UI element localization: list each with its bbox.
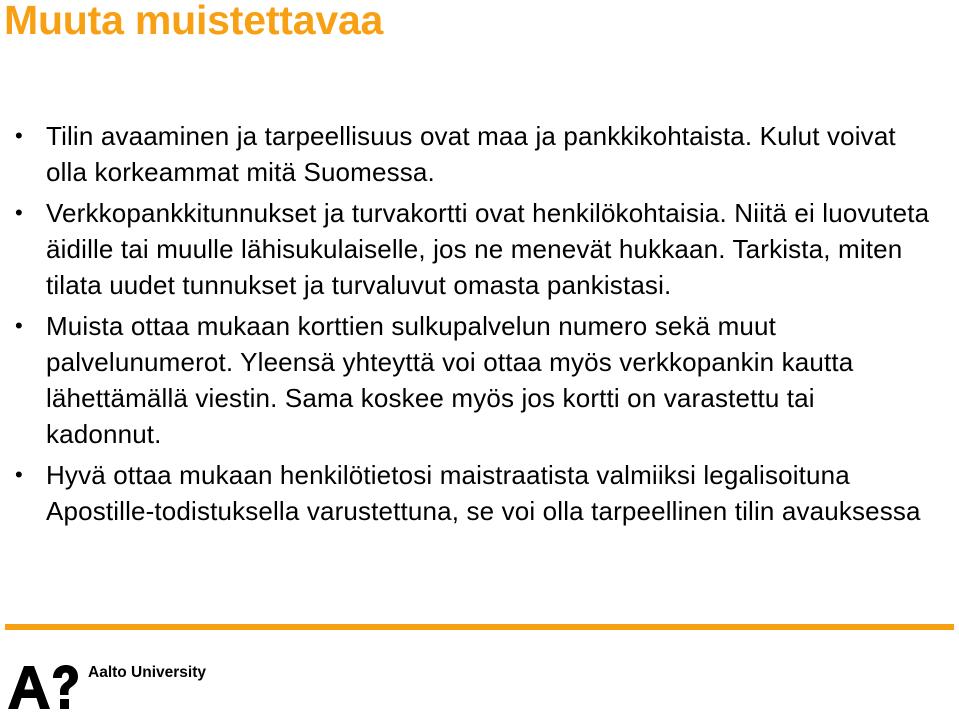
bullet-dot-icon: • bbox=[15, 123, 23, 148]
bullet-item-4 bbox=[0, 457, 930, 529]
bullet-text-2: Verkkopankkitunnukset ja turvakortti ovat henkilökohtaisia. Niitä ei luovuteta äidille tai muulle lähisukulaiselle, jos ne menevät hukkaan. Tarkista, miten tilata uudet tunnukset ja turvaluvut omasta pankistasi. bbox=[46, 198, 930, 300]
bullet-item-2 bbox=[0, 195, 930, 303]
bullet-list bbox=[0, 118, 930, 534]
logo-letter-a bbox=[8, 666, 50, 709]
bullet-text-3: Muista ottaa mukaan korttien sulkupalvelun numero sekä muut palvelunumerot. Yleensä yhteyttä voi ottaa myös verkkopankin kautta lähettämällä viestin. Sama koskee myös jos kortti on varastettu tai kadonnut. bbox=[46, 311, 854, 449]
bullet-dot-icon: • bbox=[15, 462, 23, 487]
university-name: Aalto University bbox=[88, 664, 207, 681]
logo-question-dot bbox=[60, 699, 69, 709]
bullet-item-1 bbox=[0, 118, 930, 190]
accent-divider bbox=[5, 624, 954, 630]
bullet-dot-icon: • bbox=[15, 313, 23, 338]
bullet-text-4: Hyvä ottaa mukaan henkilötietosi maistraatista valmiiksi legalisoituna Apostille-todistuksella varustettuna, se voi olla tarpeellinen tilin avauksessa bbox=[46, 460, 921, 526]
bullet-item-3 bbox=[0, 308, 930, 452]
aalto-logo-icon bbox=[6, 660, 78, 710]
logo-question-mark bbox=[53, 665, 78, 695]
bullet-text-1: Tilin avaaminen ja tarpeellisuus ovat maa ja pankkikohtaista. Kulut voivat olla korkeammat mitä Suomessa. bbox=[46, 121, 896, 187]
bullet-dot-icon: • bbox=[15, 200, 23, 225]
slide-title: Muuta muistettavaa bbox=[4, 0, 384, 43]
